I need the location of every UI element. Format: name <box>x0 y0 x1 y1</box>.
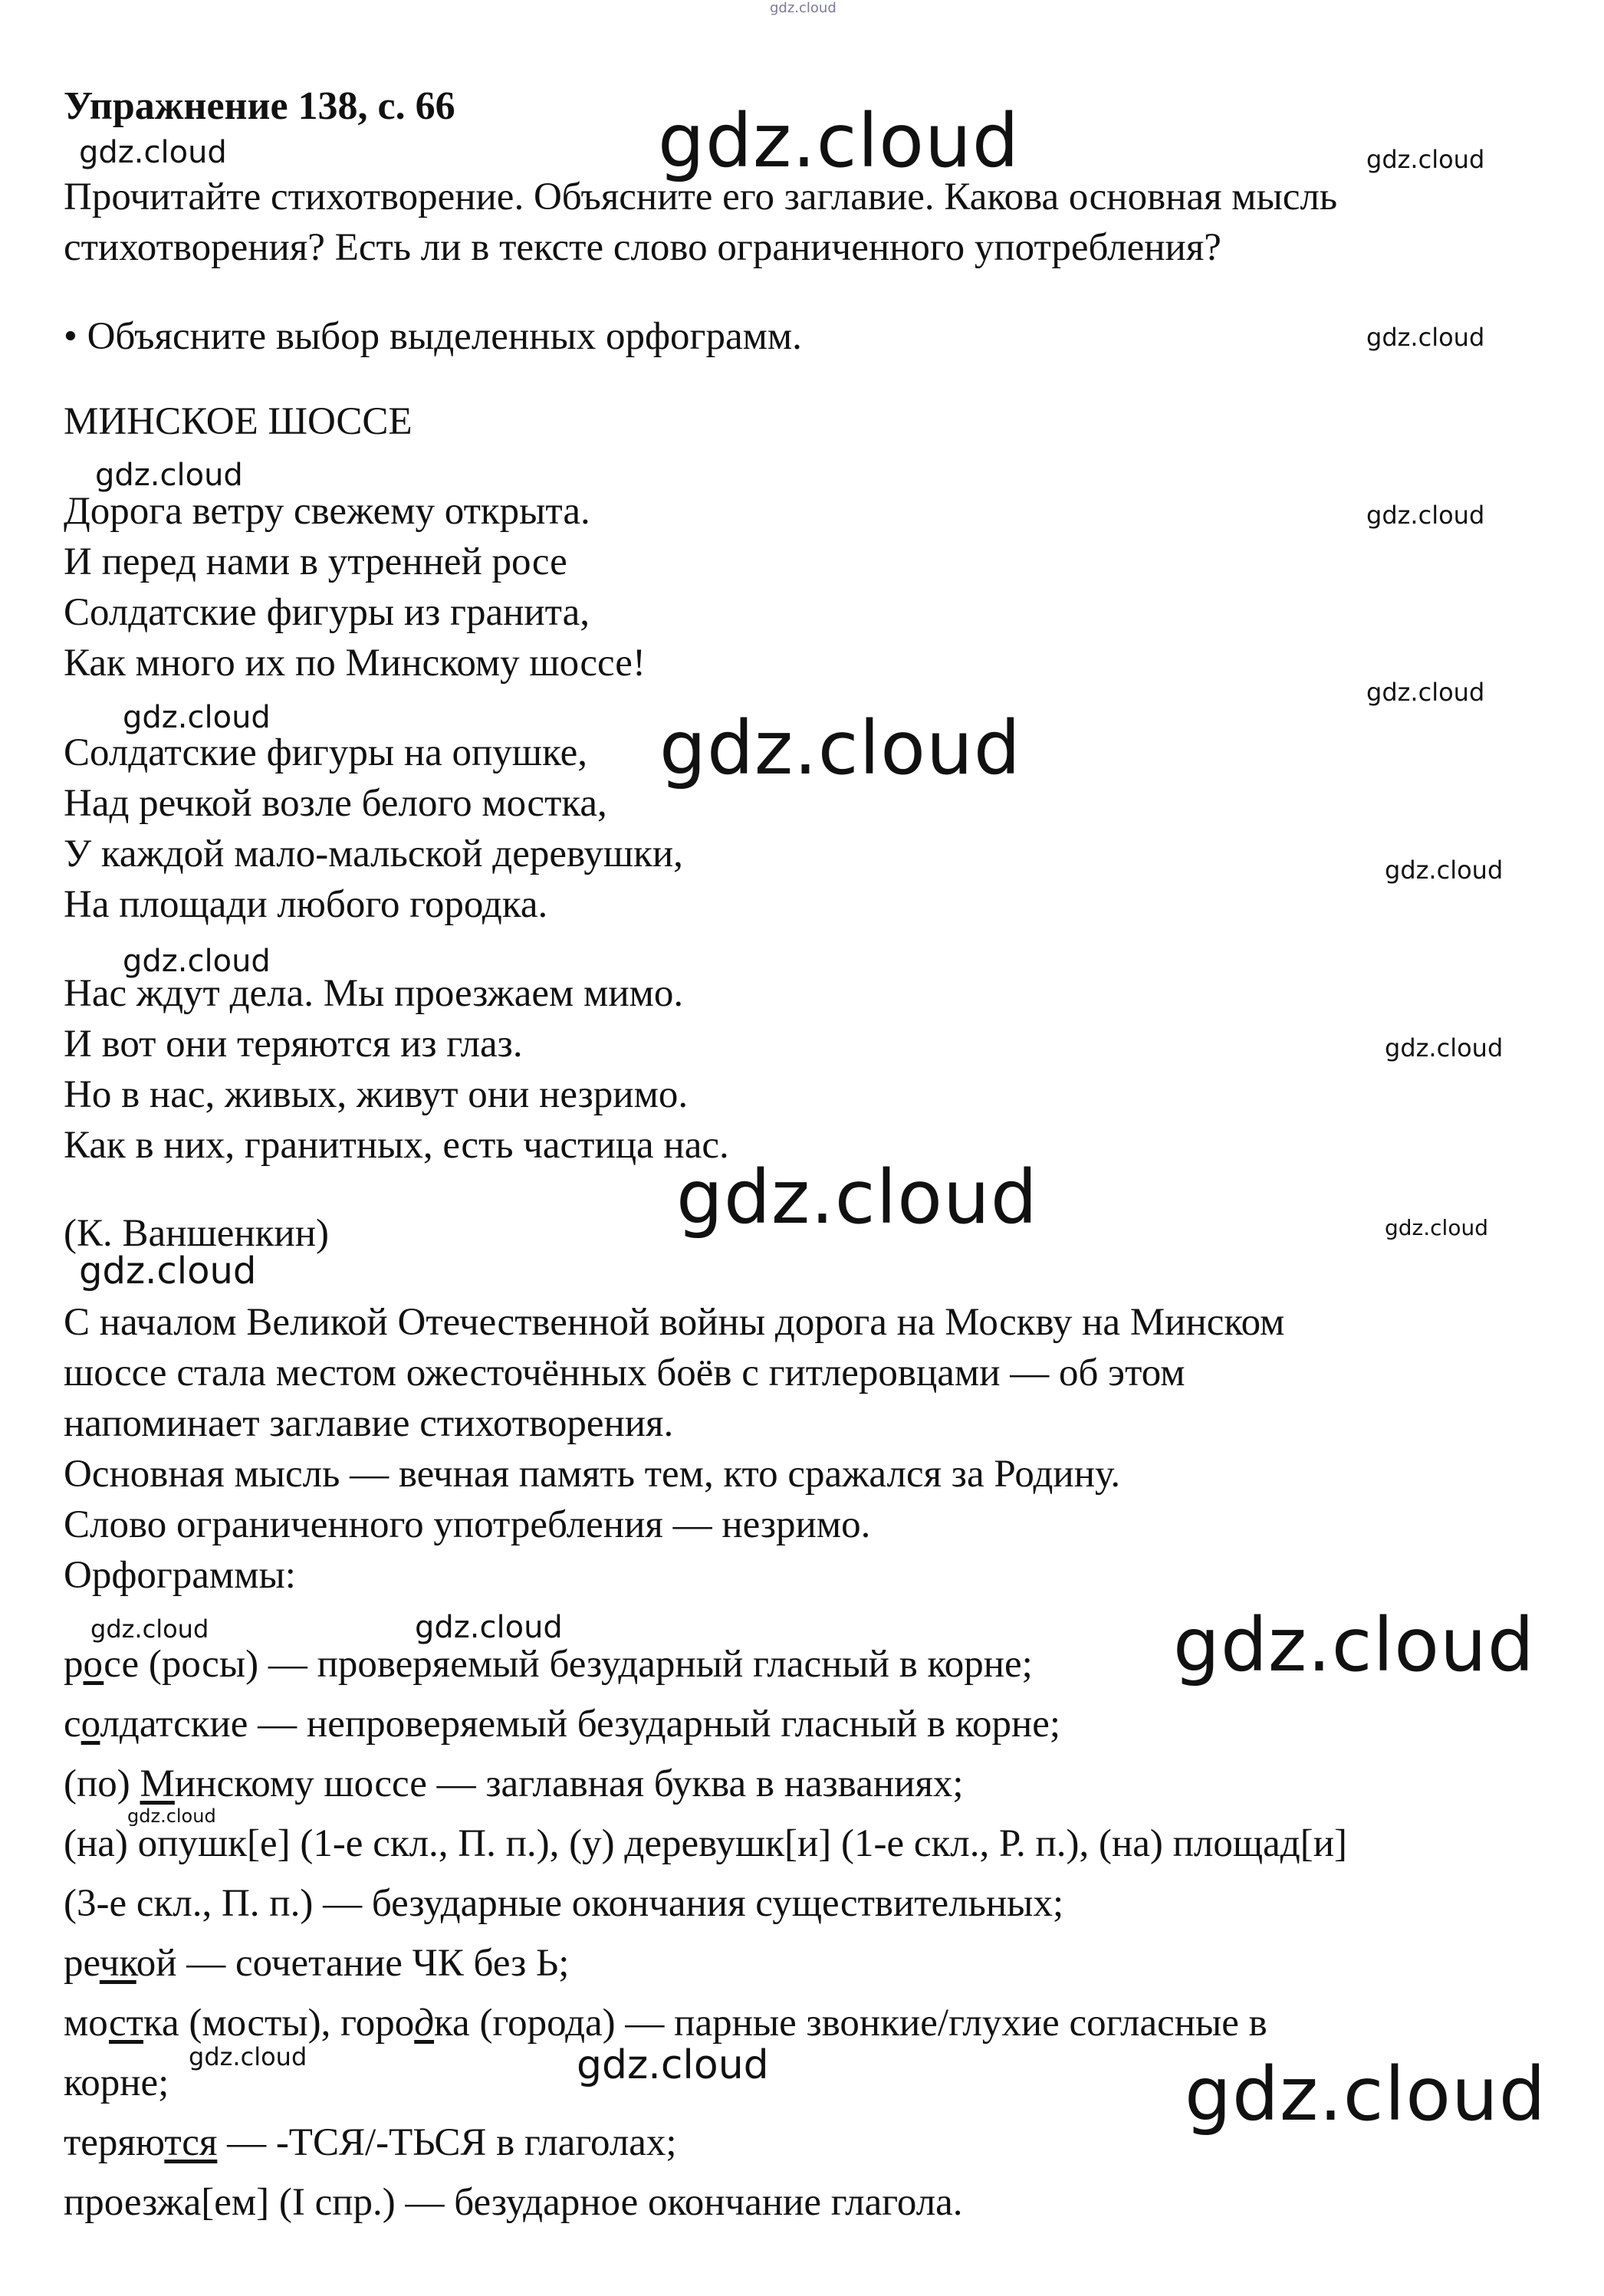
task-line: стихотворения? Есть ли в тексте слово ограниченного употребления? <box>64 226 1221 269</box>
orthogram-highlight: о <box>83 1643 104 1686</box>
watermark: gdz.cloud <box>577 2042 769 2088</box>
watermark: gdz.cloud <box>1366 145 1485 174</box>
watermark: gdz.cloud <box>1366 501 1485 530</box>
orthogram-highlight: М <box>140 1762 175 1805</box>
orthogram-line <box>64 1999 1267 2047</box>
poem-line: Как в них, гранитных, есть частица нас. <box>64 1124 729 1167</box>
watermark: gdz.cloud <box>415 1610 563 1645</box>
orthogram-text: теряю <box>64 2121 165 2164</box>
watermark: gdz.cloud <box>1366 323 1485 352</box>
watermark: gdz.cloud <box>1385 856 1504 885</box>
orthogram-line <box>64 1641 1033 1688</box>
orthogram-line <box>64 1700 1060 1748</box>
task-bullet: • Объясните выбор выделенных орфограмм. <box>64 315 802 358</box>
task-line: Прочитайте стихотворение. Объясните его заглавие. Какова основная мысль <box>64 176 1338 218</box>
poem-line: Нас ждут дела. Мы проезжаем мимо. <box>64 972 684 1015</box>
page-title: Упражнение 138, с. 66 <box>64 84 455 128</box>
orthogram-line: корне; <box>64 2061 169 2104</box>
poem-line: Солдатские фигуры на опушке, <box>64 731 587 774</box>
watermark: gdz.cloud <box>95 458 243 493</box>
orthogram-text: се (росы) — проверяемый безударный гласный в корне; <box>104 1643 1033 1686</box>
orthogram-text: р <box>64 1643 84 1686</box>
watermark: gdz.cloud <box>658 98 1020 184</box>
orthogram-highlight: д <box>414 2002 435 2045</box>
answer-line: Орфограммы: <box>64 1554 296 1597</box>
watermark: gdz.cloud <box>1385 1215 1488 1240</box>
watermark: gdz.cloud <box>1385 1033 1504 1063</box>
orthogram-text: инскому шоссе — заглавная буква в названиях; <box>174 1762 964 1805</box>
poem-line: Но в нас, живых, живут они незримо. <box>64 1073 689 1116</box>
orthogram-text: (по) <box>64 1762 140 1805</box>
watermark: gdz.cloud <box>770 0 837 16</box>
orthogram-text: с <box>64 1703 81 1746</box>
orthogram-highlight: тся <box>164 2121 218 2164</box>
watermark: gdz.cloud <box>90 1614 209 1644</box>
poem-line: Как много их по Минскому шоссе! <box>64 642 646 685</box>
orthogram-line: проезжа[ем] (I спр.) — безударное окончание глагола. <box>64 2181 963 2224</box>
orthogram-text: ой — сочетание ЧК без Ь; <box>136 1942 570 1985</box>
orthogram-line <box>64 2119 677 2166</box>
poem-author: (К. Ваншенкин) <box>64 1212 329 1255</box>
orthogram-line: (3-е скл., П. п.) — безударные окончания существительных; <box>64 1882 1064 1925</box>
poem-line: Над речкой возле белого мостка, <box>64 782 607 825</box>
orthogram-line: (на) опушк[е] (1-е скл., П. п.), (у) деревушк[и] (1-е скл., Р. п.), (на) площад[и] <box>64 1822 1347 1865</box>
watermark: gdz.cloud <box>1366 678 1485 707</box>
orthogram-text: ка (мосты), горо <box>143 2002 415 2045</box>
watermark: gdz.cloud <box>79 1250 257 1293</box>
answer-line: Основная мысль — вечная память тем, кто сражался за Родину. <box>64 1453 1121 1496</box>
watermark: gdz.cloud <box>1185 2051 1546 2137</box>
poem-line: На площади любого городка. <box>64 883 548 926</box>
poem-line: Дорога ветру свежему открыта. <box>64 490 590 533</box>
answer-line: С началом Великой Отечественной войны дорога на Москву на Минском <box>64 1301 1285 1344</box>
orthogram-text: лдатские — непроверяемый безударный гласный в корне; <box>100 1703 1061 1746</box>
orthogram-text: мо <box>64 2002 110 2045</box>
orthogram-highlight: чк <box>99 1942 136 1985</box>
watermark: gdz.cloud <box>123 944 271 979</box>
orthogram-line <box>64 1760 964 1808</box>
poem-line: И вот они теряются из глаз. <box>64 1023 523 1066</box>
watermark: gdz.cloud <box>123 700 271 735</box>
orthogram-highlight: ст <box>109 2002 143 2045</box>
orthogram-text: ре <box>64 1942 100 1985</box>
watermark: gdz.cloud <box>659 705 1021 791</box>
watermark: gdz.cloud <box>127 1805 216 1827</box>
answer-line: напоминает заглавие стихотворения. <box>64 1402 674 1445</box>
orthogram-text: ка (города) — парные звонкие/глухие согласные в <box>434 2002 1267 2045</box>
poem-line: И перед нами в утренней росе <box>64 540 567 583</box>
watermark: gdz.cloud <box>79 135 227 170</box>
orthogram-highlight: о <box>81 1703 100 1746</box>
orthogram-line <box>64 1940 569 1987</box>
poem-line: У каждой мало-мальской деревушки, <box>64 833 683 875</box>
orthogram-text: — -ТСЯ/-ТЬСЯ в глаголах; <box>217 2121 677 2164</box>
poem-line: Солдатские фигуры из гранита, <box>64 591 590 634</box>
answer-line: Слово ограниченного употребления — незримо. <box>64 1503 871 1546</box>
watermark: gdz.cloud <box>676 1155 1038 1240</box>
watermark: gdz.cloud <box>189 2042 307 2071</box>
watermark: gdz.cloud <box>1173 1602 1535 1688</box>
answer-line: шоссе стала местом ожесточённых боёв с гитлеровцами — об этом <box>64 1352 1185 1394</box>
poem-title: МИНСКОЕ ШОССЕ <box>64 400 413 443</box>
